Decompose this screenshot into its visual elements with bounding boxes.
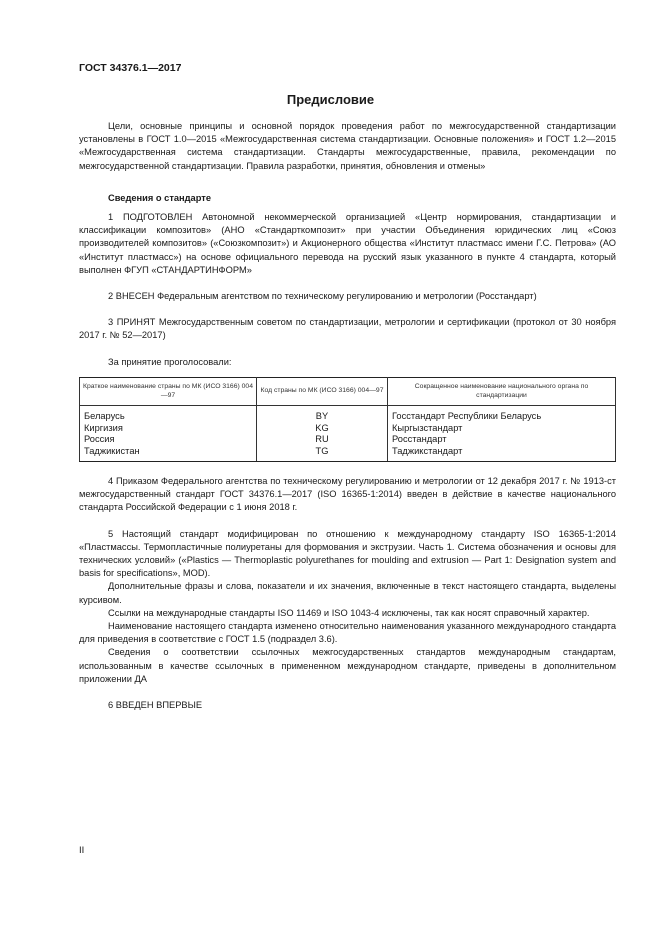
voting-table [79, 377, 616, 462]
item-6-paragraph: 6 ВВЕДЕН ВПЕРВЫЕ [108, 700, 203, 711]
national-body-cell: Таджикстандарт [392, 446, 463, 457]
country-cell: Беларусь [84, 410, 125, 421]
code-cell: BY [315, 410, 329, 421]
document-number: ГОСТ 34376.1—2017 [79, 62, 182, 74]
foreword-body [79, 120, 616, 712]
table-header-row [80, 377, 616, 405]
standard-info-heading: Сведения о стандарте [108, 192, 212, 203]
country-cell: Таджикистан [84, 446, 140, 457]
national-body-cell: Кыргызстандарт [392, 422, 463, 433]
item-5-correspondence-info: Сведения о соответствии ссылочных межгосударственных стандартов международным стандартам, использованным в качестве ссылочных в примененном международном стандарте, приведены в дополнительном приложении ДА [79, 647, 616, 684]
item-5-additional-phrases: Дополнительные фразы и слова, показатели и их значения, включенные в текст настоящего стандарта, выделены курсивом. [79, 581, 616, 605]
column-header-country: Краткое наименование страны по МК (ИСО 3166) 004—97 [80, 377, 257, 405]
national-body-cell: Госстандарт Республики Беларусь [392, 410, 542, 421]
column-header-body: Сокращенное наименование национального органа по стандартизации [388, 377, 616, 405]
item-5-paragraph: 5 Настоящий стандарт модифицирован по отношению к международному стандарту ISO 16365-1:2014 «Пластмассы. Термопластичные полиуретаны для формования и экструзии. Часть 1. Система обозначения и основы для технических условий» («Plastics — Thermoplastic polyurethanes for moulding and extrusion — Part 1: Designation system and basis for specifications», MOD). [79, 528, 616, 579]
voted-label: За принятие проголосовали: [108, 356, 232, 367]
intro-paragraph: Цели, основные принципы и основной порядок проведения работ по межгосударственной стандартизации установлены в ГОСТ 1.0—2015 «Межгосударственная система стандартизации. Основные положения» и ГОСТ 1.2—2015 «Межгосударственная система стандартизации. Стандарты межгосударственные, правила, рекомендации по межгосударственной стандартизации. Правила разработки, принятия, обновления и отмены» [79, 121, 616, 171]
country-cell: Россия [84, 434, 115, 445]
item-2-paragraph: 2 ВНЕСЕН Федеральным агентством по техническому регулированию и метрологии (Росстандарт) [108, 291, 537, 302]
country-cell: Киргизия [84, 422, 123, 433]
code-cell: RU [315, 434, 329, 445]
item-5-title-changed: Наименование настоящего стандарта изменено относительно наименования указанного международного стандарта для приведения в соответствие с ГОСТ 1.5 (подраздел 3.6). [79, 621, 616, 645]
item-5-references-excluded: Ссылки на международные стандарты ISO 11469 и ISO 1043-4 исключены, так как носят справочный характер. [108, 607, 590, 618]
page-title: Предисловие [286, 92, 375, 107]
table-row [80, 405, 616, 461]
item-4-paragraph: 4 Приказом Федерального агентства по техническому регулированию и метрологии от 12 декабря 2017 г. № 1913-ст межгосударственный стандарт ГОСТ 34376.1—2017 (ISO 16365-1:2014) введен в действие в качестве национального стандарта Российской Федерации с 1 июня 2018 г. [79, 476, 616, 513]
item-3-paragraph: 3 ПРИНЯТ Межгосударственным советом по стандартизации, метрологии и сертификации (протокол от 30 ноября 2017 г. № 52—2017) [79, 317, 616, 341]
item-1-paragraph: 1 ПОДГОТОВЛЕН Автономной некоммерческой организацией «Центр нормирования, стандартизации и классификации композитов» (АНО «Стандарткомпозит» при участии Объединения юридических лиц «Союз производителей композитов» («Союзкомпозит») и Акционерного общества «Институт пластмасс имени Г.С. Петрова» (АО «Институт пластмасс») на основе официального перевода на русский язык указанного в пункте 4 стандарта, который выполнен ФГУП «СТАНДАРТИНФОРМ» [79, 212, 616, 275]
national-body-cell: Росстандарт [392, 434, 447, 445]
column-header-code: Код страны по МК (ИСО 3166) 004—97 [257, 377, 388, 405]
code-cell: TG [315, 446, 329, 457]
page-number: II [79, 845, 85, 856]
code-cell: KG [315, 422, 329, 433]
